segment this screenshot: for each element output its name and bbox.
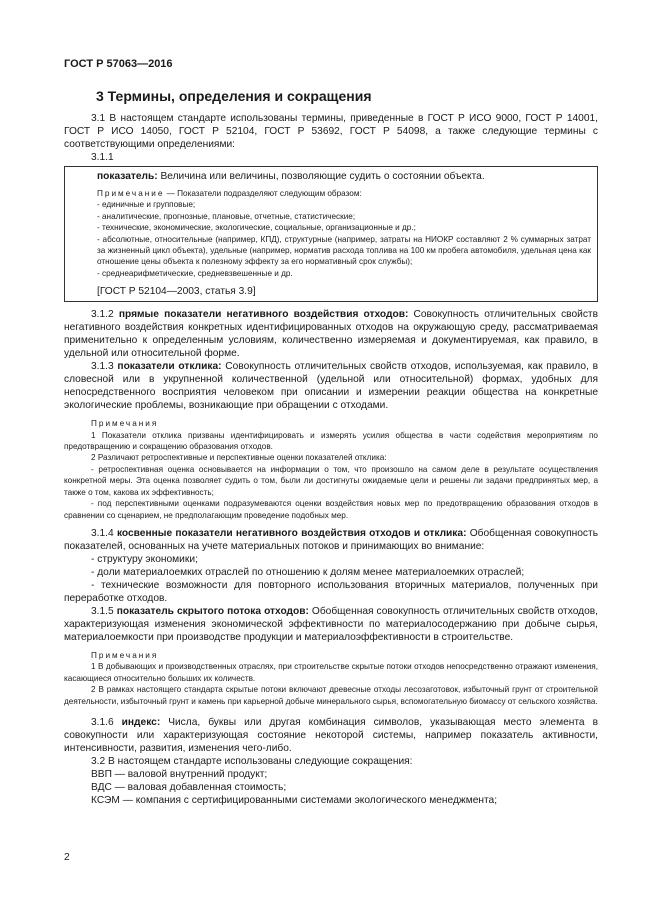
abbreviation-item: ВДС — валовая добавленная стоимость; bbox=[91, 781, 287, 793]
term-3-1-2: 3.1.2 прямые показатели негативного воздействия отходов: Совокупность отличительных свойств негативного воздействия конкретных идентифицированных отходов на окружающую среду, рассматриваемая применительно к определенным условиям, количественно измеряемая и документируемая, как правило, в удельной или относительной форме. bbox=[64, 309, 598, 360]
term-3-1-5: 3.1.5 показатель скрытого потока отходов: Обобщенная совокупность отличительных свойств отходов, характеризующая изменения экономической эффективности по материалосодержанию при добыче сырья, материалоемкости при производстве продукции и материалоэффективности в строительстве. bbox=[64, 605, 598, 643]
document-body bbox=[64, 112, 598, 807]
term-name: показатель: bbox=[97, 171, 158, 182]
section-title: 3 Термины, определения и сокращения bbox=[96, 88, 372, 104]
notes-label: Примечания bbox=[91, 419, 159, 429]
note-label: Примечание bbox=[97, 189, 165, 198]
note-2: 2 В рамках настоящего стандарта скрытые потоки включают древесные отходы лесозаготовок, избыточный грунт от строительной деятельности, избыточный грунт и камень при карьерной добыче минерального сырья, вспомогательную биомассу от сельского хозяйства. bbox=[64, 685, 598, 706]
note-item: - единичные и групповые; bbox=[97, 200, 196, 210]
term-name: косвенные показатели негативного воздействия отходов и отклика: bbox=[116, 527, 467, 539]
term-pokazatel bbox=[97, 170, 591, 183]
section-intro: 3.1 В настоящем стандарте использованы термины, приведенные в ГОСТ Р ИСО 9000, ГОСТ Р 14001, ГОСТ Р ИСО 14050, ГОСТ Р 52104, ГОСТ Р 53692, ГОСТ Р 54098, а также следующие термины с соответствующими определениями: bbox=[64, 113, 598, 150]
definition-source: [ГОСТ Р 52104—2003, статья 3.9] bbox=[97, 286, 256, 298]
list-item: - структуру экономики; bbox=[91, 553, 198, 565]
abbreviation-item: КСЭМ — компания с сертифицированными системами экологического менеджмента; bbox=[91, 794, 498, 806]
notes-3-1-5 bbox=[64, 650, 598, 707]
term-number-3-1-1: 3.1.1 bbox=[91, 152, 114, 163]
definition-note bbox=[97, 188, 591, 279]
note-1: 1 Показатели отклика призваны идентифицировать и измерять усилия общества в части содействия мероприятиям по предотвращению и сокращению образования отходов. bbox=[64, 430, 598, 452]
note-item: - технические, экономические, экологические, социальные, организационные и др.; bbox=[97, 223, 416, 233]
term-3-1-6: 3.1.6 индекс: Числа, буквы или другая комбинация символов, указывающая место элемента в совокупности или характеризующая состояние некоторой системы, например показатель активности, интенсивности, развития, изменения чего-либо. bbox=[64, 716, 598, 754]
note-2-b: - под перспективными оценками подразумеваются оценки воздействия новых мер по предотвращению образования отходов в сравнении со сценарием, не предполагающим проведение подобных мер. bbox=[64, 499, 598, 520]
term-3-1-4: 3.1.4 косвенные показатели негативного воздействия отходов и отклика: Обобщенная совокупность показателей, основанных на учете материальных потоков и принимающих во внимание: bbox=[64, 527, 599, 552]
term-name: показатель скрытого потока отходов: bbox=[116, 605, 309, 617]
note-intro bbox=[97, 188, 591, 199]
list-item: - доли материалоемких отраслей по отношению к долям менее материалоемких отраслей; bbox=[91, 566, 525, 578]
note-2: 2 Различают ретроспективные и перспективные оценки показателей отклика: bbox=[91, 453, 387, 463]
note-text: — Показатели подразделяют следующим образом: bbox=[164, 189, 362, 198]
note-2-a: - ретроспективная оценка основывается на информации о том, что произошло на самом деле в результате осуществления конкретной меры. Эта оценка позволяет судить о том, были ли достигнуты ожидаемые цели и решены ли задачи предпринятых мер, а также о том, какова их эффективность; bbox=[64, 464, 598, 497]
term-name: индекс: bbox=[121, 716, 161, 728]
term-definition: Величина или величины, позволяющие судить о состоянии объекта. bbox=[157, 171, 485, 182]
page-number: 2 bbox=[64, 852, 70, 863]
list-item: - технические возможности для повторного использования вторичных материалов, полученных при переработке отходов. bbox=[64, 579, 598, 604]
term-name: прямые показатели негативного воздействия отходов: bbox=[118, 309, 409, 321]
standard-code: ГОСТ Р 57063—2016 bbox=[64, 58, 173, 70]
note-item: - среднеарифметические, средневзвешенные и др. bbox=[97, 268, 293, 278]
note-item: - аналитические, прогнозные, плановые, отчетные, статистические; bbox=[97, 211, 356, 221]
abbreviations-intro: 3.2 В настоящем стандарте использованы следующие сокращения: bbox=[91, 755, 413, 767]
definition-box bbox=[64, 166, 598, 302]
abbreviation-item: ВВП — валовой внутренний продукт; bbox=[91, 768, 268, 780]
notes-label: Примечания bbox=[91, 650, 159, 660]
note-1: 1 В добывающих и производственных отраслях, при строительстве скрытые потоки отходов непосредственно отражают изменения, касающиеся относительно больших их количеств. bbox=[64, 662, 598, 683]
term-name: показатели отклика: bbox=[117, 361, 222, 373]
notes-3-1-3 bbox=[64, 418, 598, 521]
note-item: - абсолютные, относительные (например, КПД), структурные (например, затраты на НИОКР составляют 2 % суммарных затрат за жизненный цикл объекта), удельные (например, норматив расхода топлива на 100 км пробега автомобиля, удельная цена как отношение цены объекта к полезному эффекту за его нормативный срок службы); bbox=[97, 234, 591, 267]
term-3-1-3: 3.1.3 показатели отклика: Совокупность отличительных свойств отходов, используемая, как правило, в словесной или в укрупненной количественной (удельной или относительной) формах, удобных для непосредственного восприятия человеком при описании и измерении реакции общества на конкретные экологические проблемы, возникающие при обращении с отходами. bbox=[64, 361, 598, 412]
